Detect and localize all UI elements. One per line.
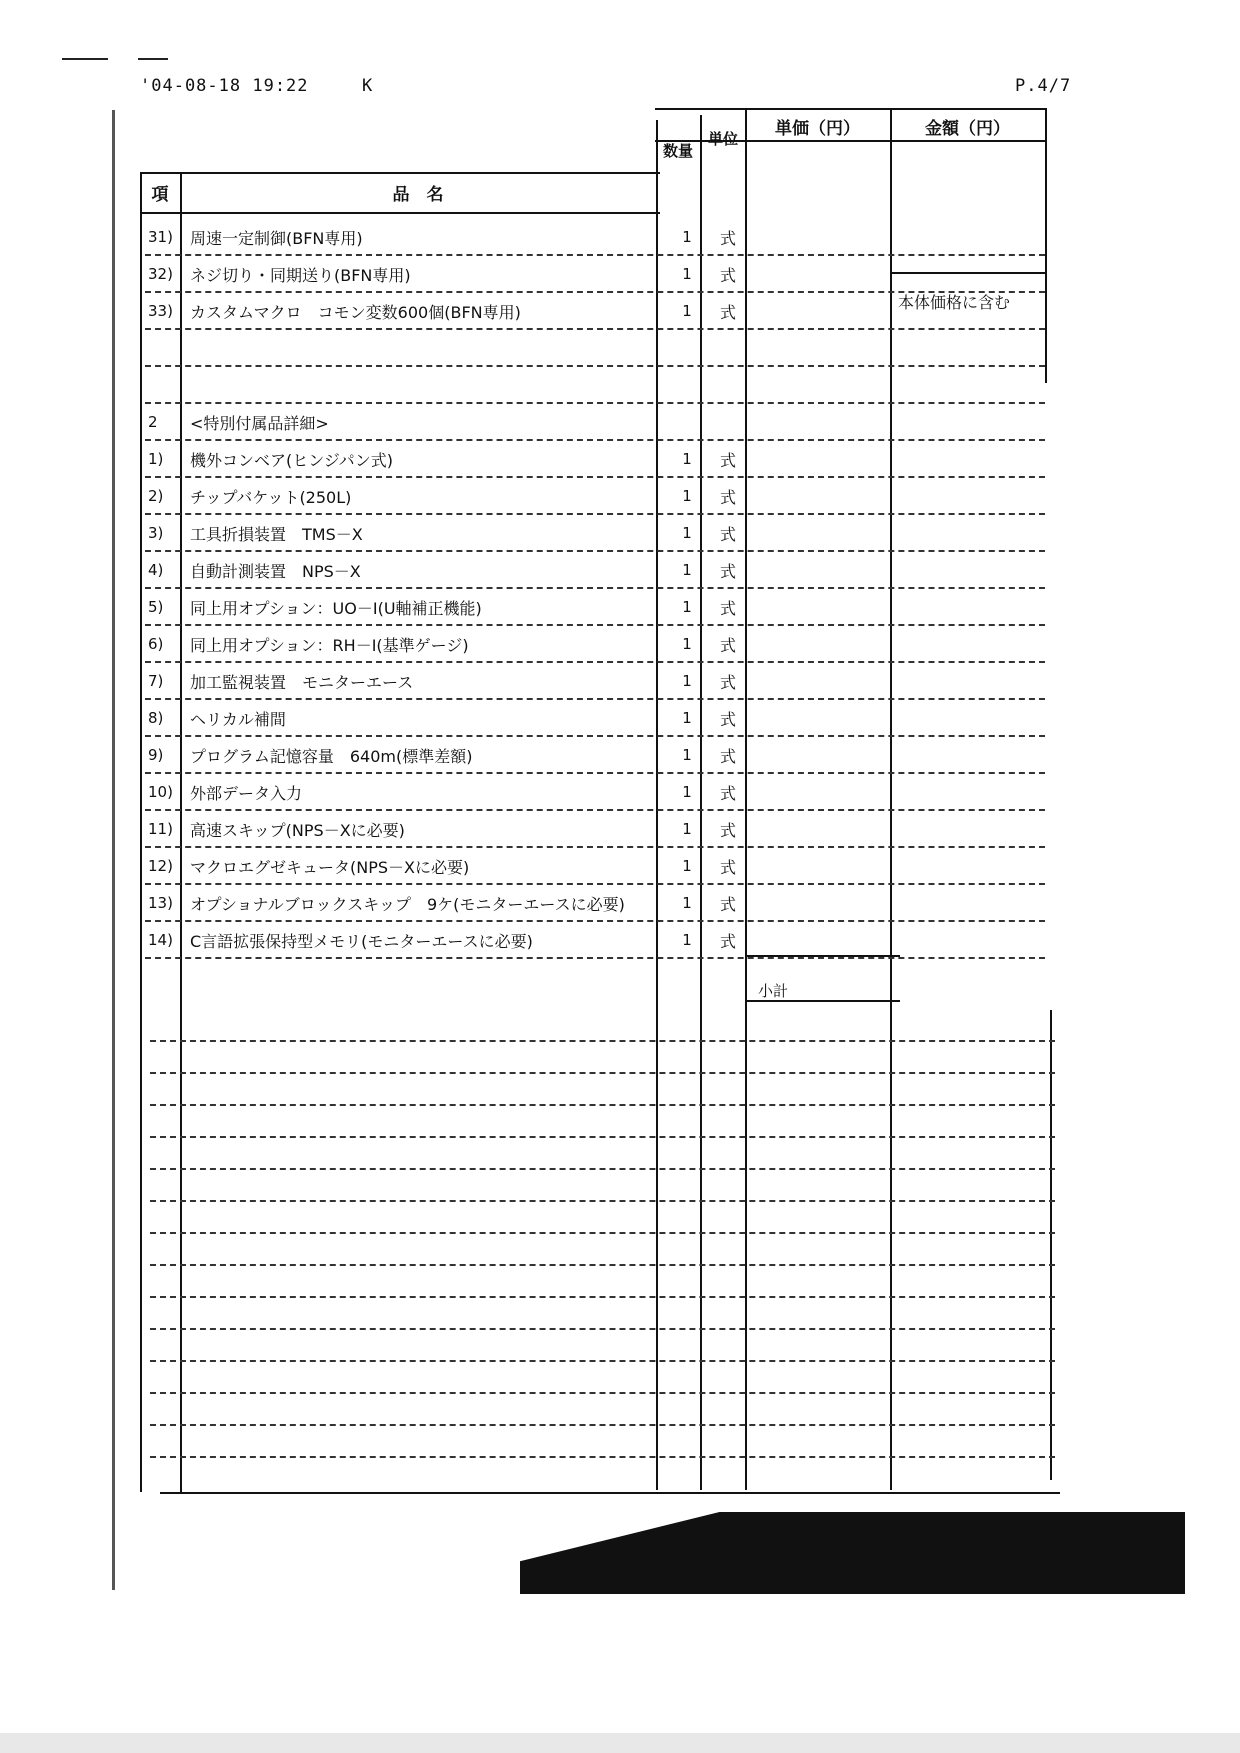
scan-edge	[0, 1733, 1240, 1753]
row-item-name: マクロエグゼキュータ(NPS－Xに必要)	[190, 858, 470, 877]
row-unit: 式	[719, 229, 736, 248]
table-row	[140, 555, 820, 589]
row-item-number: 9)	[148, 746, 164, 764]
fax-date-time: '04-08-18 19:22	[140, 76, 309, 96]
row-item-number: 6)	[148, 635, 164, 653]
row-quantity: 1	[682, 524, 692, 542]
row-quantity: 1	[682, 635, 692, 653]
row-item-name: 周速一定制御(BFN専用)	[190, 229, 363, 248]
row-unit: 式	[719, 710, 736, 729]
col-rule-amount	[1045, 108, 1047, 383]
blank-row-rule	[150, 1456, 1055, 1458]
row-item-number: 33)	[148, 302, 173, 320]
table-row	[140, 333, 820, 367]
row-item-number: 5)	[148, 598, 164, 616]
blank-row-rule	[150, 1040, 1055, 1042]
header-item: 項	[151, 185, 169, 205]
row-quantity: 1	[682, 672, 692, 690]
blank-row-rule	[150, 1424, 1055, 1426]
row-unit: 式	[719, 525, 736, 544]
table-row	[140, 703, 820, 737]
row-item-name: 同上用オプション：UO－Ⅰ(U軸補正機能)	[190, 599, 482, 618]
row-unit: 式	[719, 599, 736, 618]
name-header-top-rule	[140, 172, 660, 174]
header-unit-price: 単価（円）	[775, 119, 860, 139]
blank-row-rule	[150, 1296, 1055, 1298]
table-row	[140, 259, 820, 293]
fax-page-number: P.4/7	[1015, 76, 1072, 96]
row-quantity: 1	[682, 487, 692, 505]
table-row	[140, 888, 820, 922]
row-quantity: 1	[682, 598, 692, 616]
row-item-name: 工具折損装置 TMS－X	[190, 525, 363, 544]
table-bottom-rule	[160, 1492, 1060, 1494]
row-item-number: 11)	[148, 820, 173, 838]
table-row	[140, 592, 820, 626]
table-row	[140, 222, 820, 256]
row-item-name: 加工監視装置 モニターエース	[190, 673, 414, 692]
header-name: 品 名	[392, 185, 444, 205]
row-item-name: カスタムマクロ コモン変数600個(BFN専用)	[190, 303, 521, 322]
blank-row-rule	[150, 1072, 1055, 1074]
row-item-number: 13)	[148, 894, 173, 912]
row-item-name: 機外コンベア(ヒンジパン式)	[190, 451, 393, 470]
row-unit: 式	[719, 266, 736, 285]
row-unit: 式	[719, 636, 736, 655]
blank-row-rule	[150, 1168, 1055, 1170]
amount-note: 本体価格に含む	[898, 293, 1011, 312]
row-item-number: 1)	[148, 450, 164, 468]
row-item-number: 12)	[148, 857, 173, 875]
row-quantity: 1	[682, 857, 692, 875]
row-item-number: 32)	[148, 265, 173, 283]
header-qty: 数量	[662, 142, 693, 160]
row-quantity: 1	[682, 783, 692, 801]
row-unit: 式	[719, 451, 736, 470]
row-item-name: プログラム記憶容量 640m(標準差額)	[190, 747, 473, 766]
header-unit: 単位	[707, 130, 738, 148]
col-rule-amount-lower	[1050, 1010, 1052, 1480]
table-row	[140, 444, 820, 478]
blank-row-rule	[150, 1232, 1055, 1234]
table-row	[140, 518, 820, 552]
row-item-number: 14)	[148, 931, 173, 949]
row-quantity: 1	[682, 450, 692, 468]
row-quantity: 1	[682, 228, 692, 246]
table-row	[140, 666, 820, 700]
row-unit: 式	[719, 303, 736, 322]
row-quantity: 1	[682, 265, 692, 283]
row-unit: 式	[719, 895, 736, 914]
row-quantity: 1	[682, 709, 692, 727]
row-item-name: ヘリカル補間	[190, 710, 286, 729]
row-unit: 式	[719, 562, 736, 581]
blank-row-rule	[150, 1200, 1055, 1202]
row-item-number: 2	[148, 413, 158, 431]
table-row	[140, 296, 820, 330]
row-item-number: 7)	[148, 672, 164, 690]
header-top-rule	[655, 108, 1045, 110]
blank-row-rule	[150, 1360, 1055, 1362]
row-unit: 式	[719, 932, 736, 951]
table-row	[140, 370, 820, 404]
row-quantity: 1	[682, 931, 692, 949]
header-amount: 金額（円）	[925, 119, 1010, 139]
table-row	[140, 740, 820, 774]
row-item-number: 4)	[148, 561, 164, 579]
row-quantity: 1	[682, 746, 692, 764]
col-rule-price	[890, 108, 892, 1490]
row-unit: 式	[719, 747, 736, 766]
table-row	[140, 481, 820, 515]
table-row	[140, 925, 820, 959]
table-row	[140, 629, 820, 663]
subtotal-label: 小計	[758, 982, 789, 1000]
row-item-name: <特別付属品詳細>	[190, 414, 329, 433]
row-unit: 式	[719, 821, 736, 840]
row-quantity: 1	[682, 894, 692, 912]
row-unit: 式	[719, 673, 736, 692]
row-item-number: 10)	[148, 783, 173, 801]
row-item-name: 自動計測装置 NPS－X	[190, 562, 361, 581]
table-row	[140, 851, 820, 885]
row-unit: 式	[719, 858, 736, 877]
row-item-name: 高速スキップ(NPS－Xに必要)	[190, 821, 405, 840]
row-item-name: ネジ切り・同期送り(BFN専用)	[190, 266, 411, 285]
row-item-number: 2)	[148, 487, 164, 505]
amount-note-rule	[890, 272, 1045, 274]
name-header-bottom-rule	[140, 212, 660, 214]
table-row	[140, 407, 820, 441]
row-quantity: 1	[682, 820, 692, 838]
row-quantity: 1	[682, 561, 692, 579]
subtotal-top-rule	[745, 955, 900, 957]
row-unit: 式	[719, 784, 736, 803]
blank-row-rule	[150, 1104, 1055, 1106]
row-item-name: 外部データ入力	[190, 784, 303, 803]
row-item-number: 8)	[148, 709, 164, 727]
row-item-number: 3)	[148, 524, 164, 542]
blank-row-rule	[150, 1392, 1055, 1394]
row-quantity: 1	[682, 302, 692, 320]
fax-mark: K	[362, 76, 374, 96]
blank-row-rule	[150, 1136, 1055, 1138]
row-item-name: C言語拡張保持型メモリ(モニターエースに必要)	[190, 932, 533, 951]
row-item-name: 同上用オプション：RH－Ⅰ(基準ゲージ)	[190, 636, 469, 655]
blank-row-rule	[150, 1328, 1055, 1330]
row-item-number: 31)	[148, 228, 173, 246]
table-row	[140, 814, 820, 848]
blank-row-rule	[150, 1264, 1055, 1266]
row-item-name: チップバケット(250L)	[190, 488, 352, 507]
table-row	[140, 777, 820, 811]
row-unit: 式	[719, 488, 736, 507]
row-item-name: オプショナルブロックスキップ 9ケ(モニターエースに必要)	[190, 895, 625, 914]
